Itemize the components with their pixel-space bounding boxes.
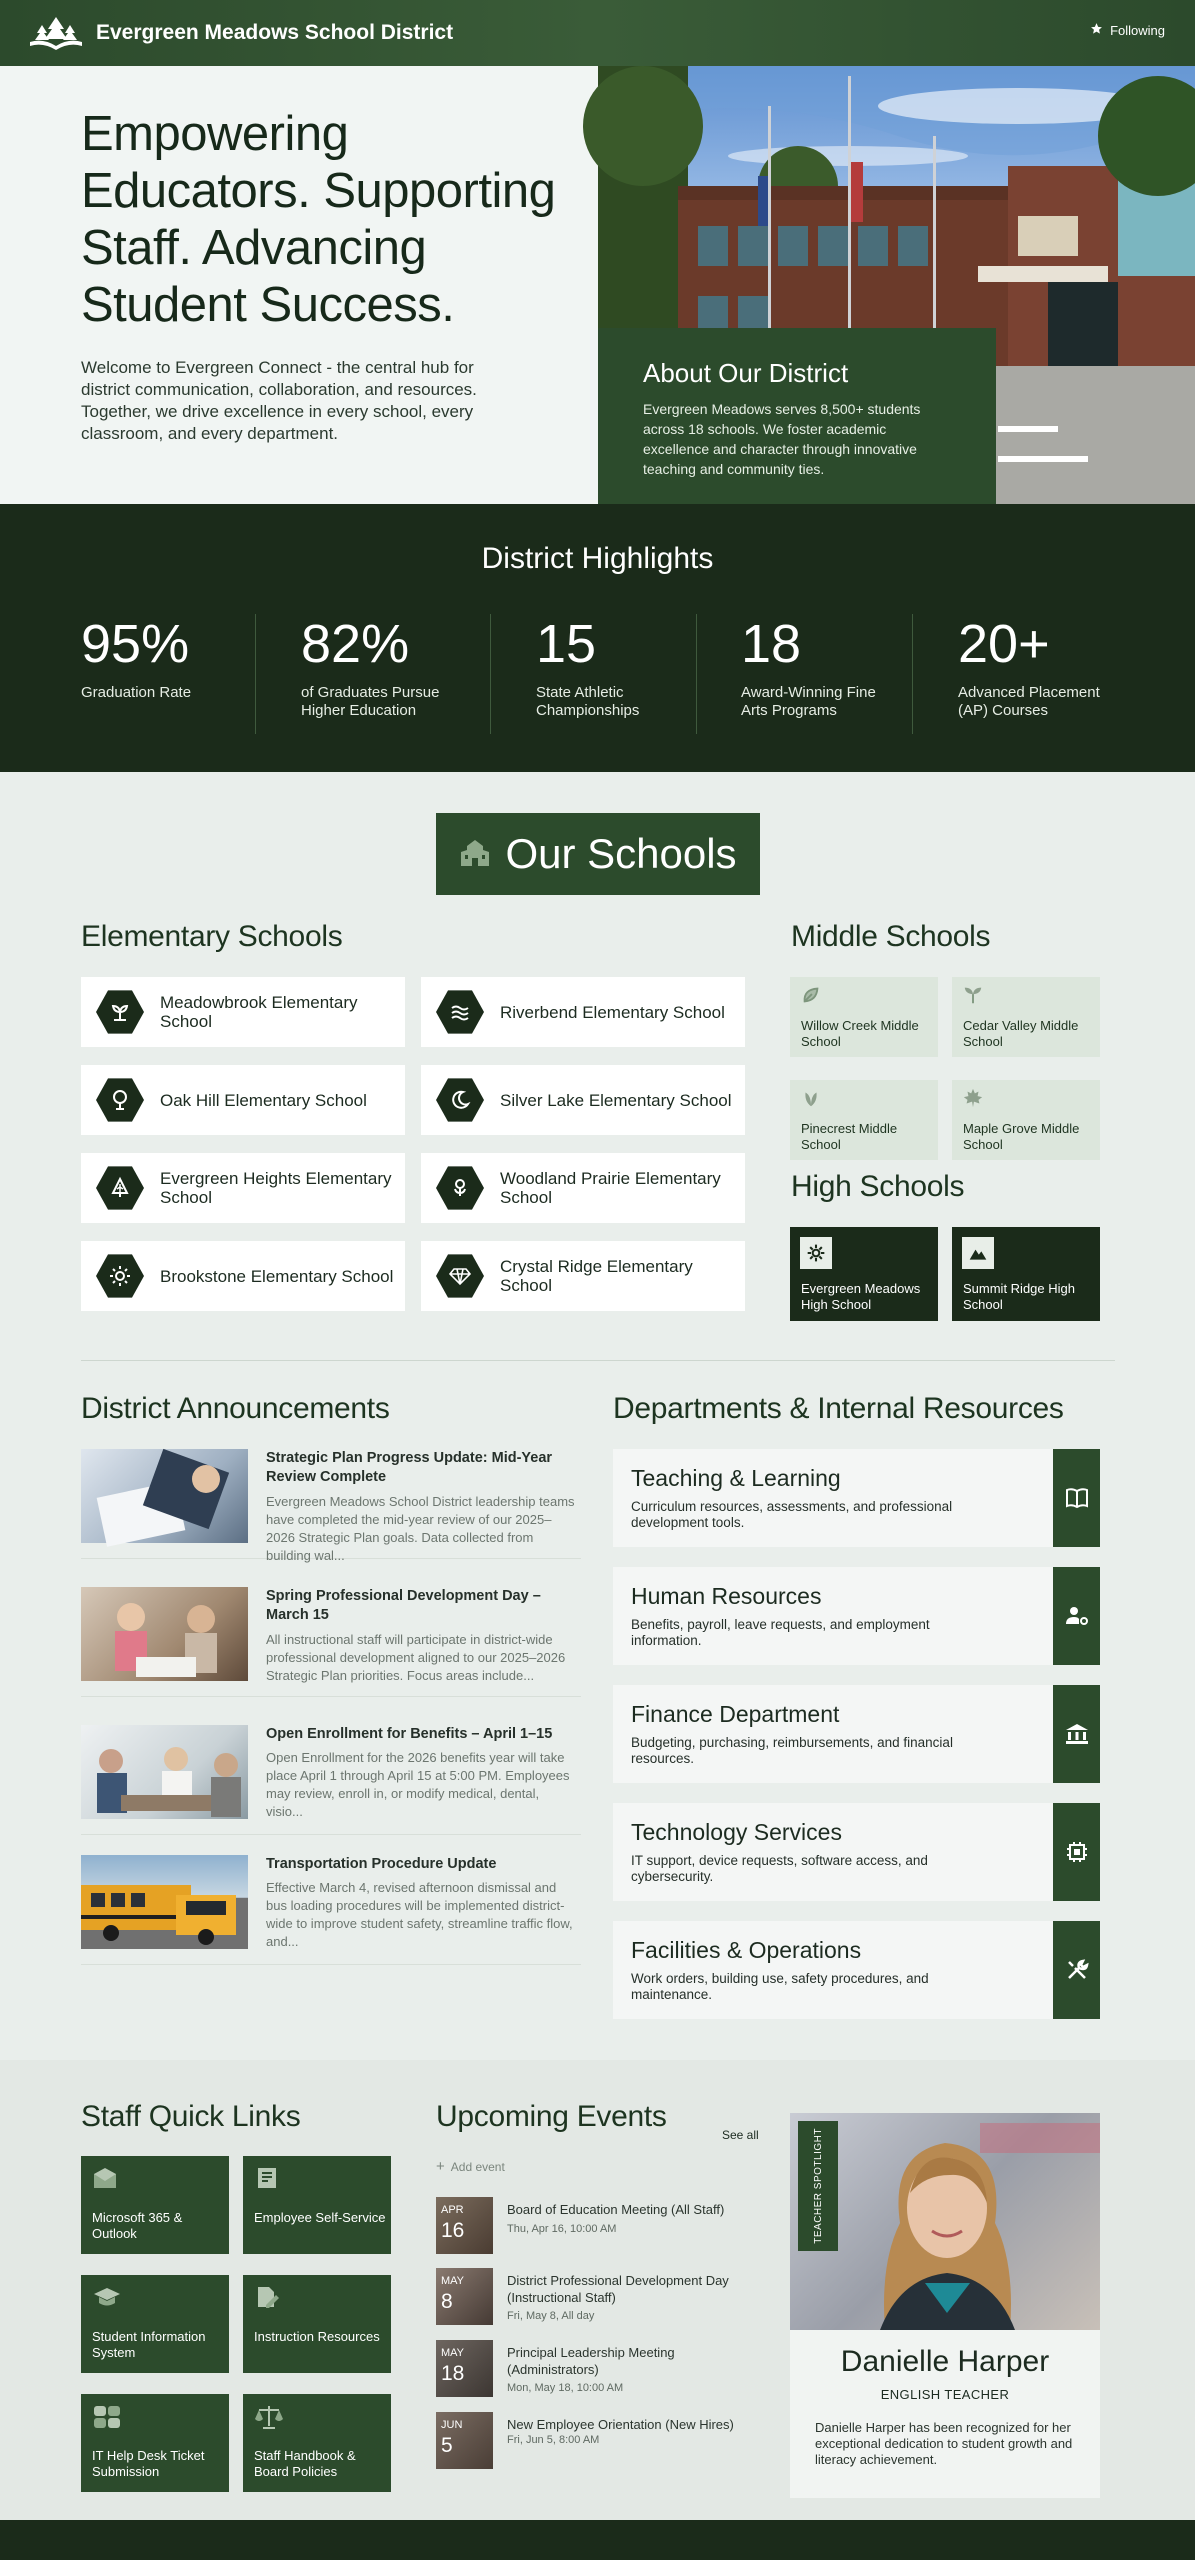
announcement-excerpt: Effective March 4, revised afternoon dismissal and bus loading procedures will be implemented district-wide to improve student safety, streamline traffic flow, and... — [266, 1880, 573, 1949]
bank-icon — [1053, 1685, 1100, 1783]
dept-name: Teaching & Learning — [631, 1465, 841, 1491]
star-icon — [1090, 22, 1103, 38]
stat-higher-ed — [301, 614, 461, 720]
event-title: Board of Education Meeting (All Staff) — [507, 2202, 725, 2217]
dept-card-teaching-learning[interactable] — [613, 1449, 1100, 1547]
school-name: Summit Ridge High School — [963, 1281, 1075, 1312]
quick-link-label: Employee Self-Service — [254, 2210, 386, 2225]
stat-value: 95% — [81, 614, 190, 674]
document-edit-icon — [254, 2285, 280, 2316]
dept-description: Benefits, payroll, leave requests, and employment information. — [631, 1617, 930, 1648]
teacher-role: ENGLISH TEACHER — [880, 2387, 1010, 2402]
school-name: Silver Lake Elementary School — [500, 1090, 732, 1110]
school-name: Cedar Valley Middle School — [963, 1018, 1079, 1049]
about-title: About Our District — [643, 358, 849, 388]
departments-heading: Departments & Internal Resources — [613, 1392, 1064, 1425]
event-title: New Employee Orientation (New Hires) — [507, 2417, 734, 2432]
mail-icon — [92, 2166, 118, 2195]
divider — [255, 614, 256, 734]
school-name: Evergreen Meadows High School — [801, 1281, 921, 1312]
event-date-thumb — [436, 2340, 493, 2397]
professional-development-photo — [81, 1587, 248, 1681]
quick-links-heading: Staff Quick Links — [81, 2100, 301, 2133]
middle-heading: Middle Schools — [791, 920, 991, 953]
dept-description: IT support, device requests, software access, and cybersecurity. — [631, 1853, 928, 1884]
event-month: JUN — [441, 2419, 463, 2431]
quick-link-label: Staff Handbook & Board Policies — [254, 2448, 356, 2479]
event-item[interactable] — [436, 2412, 766, 2472]
quick-link-instruction-resources[interactable] — [243, 2275, 391, 2373]
chip-icon — [1053, 1803, 1100, 1901]
event-datetime: Fri, Jun 5, 8:00 AM — [507, 2434, 600, 2446]
quick-link-label: IT Help Desk Ticket Submission — [92, 2448, 205, 2479]
event-month: APR — [441, 2204, 464, 2216]
elementary-heading: Elementary Schools — [81, 920, 343, 953]
school-name: Brookstone Elementary School — [160, 1266, 394, 1286]
school-card-crystal-ridge[interactable] — [421, 1241, 745, 1311]
school-card-woodland-prairie[interactable] — [421, 1153, 745, 1223]
see-all-link[interactable]: See all — [722, 2128, 759, 2142]
announcement-item[interactable] — [81, 1587, 581, 1697]
event-datetime: Thu, Apr 16, 10:00 AM — [507, 2223, 617, 2235]
about-district-card — [598, 328, 996, 504]
school-name: Oak Hill Elementary School — [160, 1090, 367, 1110]
divider — [696, 614, 697, 734]
event-month: MAY — [441, 2275, 465, 2287]
stat-graduation — [81, 614, 231, 702]
event-item[interactable] — [436, 2197, 766, 2257]
stat-label: Award-Winning Fine Arts Programs — [741, 684, 876, 719]
dept-card-finance[interactable] — [613, 1685, 1100, 1783]
announcements-heading: District Announcements — [81, 1392, 390, 1425]
teacher-name: Danielle Harper — [840, 2345, 1050, 2378]
stat-value: 20+ — [958, 614, 1050, 674]
teacher-spotlight-card[interactable] — [790, 2113, 1100, 2498]
announcement-title[interactable]: Transportation Procedure Update — [266, 1856, 497, 1872]
school-card-silver-lake[interactable] — [421, 1065, 745, 1135]
school-card-meadowbrook[interactable] — [81, 977, 405, 1047]
hero-headline: Empowering Educators. Supporting Staff. Advancing Student Success. — [81, 107, 556, 332]
announcement-excerpt: All instructional staff will participate in district-wide professional development aligned to our 2025–2026 Strategic Plan priorities. Focus areas include... — [266, 1632, 566, 1683]
announcement-item[interactable] — [81, 1855, 581, 1965]
school-bus-photo — [81, 1855, 248, 1949]
flower-icon — [436, 1164, 484, 1212]
announcement-item[interactable] — [81, 1725, 581, 1835]
school-name: Pinecrest Middle School — [801, 1121, 898, 1152]
add-event-label: Add event — [450, 2159, 505, 2174]
event-title: Principal Leadership Meeting (Administrators) — [507, 2345, 675, 2377]
sprout-icon — [96, 988, 144, 1036]
dept-card-technology[interactable] — [613, 1803, 1100, 1901]
stat-fine-arts — [741, 614, 891, 720]
quick-link-microsoft-365[interactable] — [81, 2156, 229, 2254]
stat-label: Advanced Placement (AP) Courses — [958, 684, 1100, 719]
scales-icon — [254, 2404, 284, 2435]
quick-link-label: Instruction Resources — [254, 2329, 380, 2344]
quick-link-employee-self-service[interactable] — [243, 2156, 391, 2254]
plus-icon: + — [436, 2158, 445, 2175]
school-name: Evergreen Heights Elementary School — [160, 1169, 392, 1207]
school-name: Meadowbrook Elementary School — [160, 993, 358, 1031]
book-icon — [1053, 1449, 1100, 1547]
school-card-oak-hill[interactable] — [81, 1065, 405, 1135]
stat-value: 82% — [301, 614, 410, 674]
event-item[interactable] — [436, 2268, 766, 2328]
form-icon — [254, 2166, 280, 2195]
announcement-item[interactable] — [81, 1449, 581, 1563]
site-footer — [0, 2520, 1195, 2560]
benefits-enrollment-photo — [81, 1725, 248, 1819]
tools-icon — [1053, 1921, 1100, 2019]
add-event-button[interactable] — [436, 2158, 505, 2175]
school-card-willow-creek[interactable] — [790, 977, 938, 1057]
spotlight-tag-text: TEACHER SPOTLIGHT — [812, 2128, 824, 2244]
quick-link-label: Microsoft 365 & Outlook — [92, 2210, 183, 2241]
dept-card-human-resources[interactable] — [613, 1567, 1100, 1665]
user-gear-icon — [1053, 1567, 1100, 1665]
sun-icon — [96, 1252, 144, 1300]
school-card-evergreen-heights[interactable] — [81, 1153, 405, 1223]
mountain-icon — [962, 1237, 994, 1269]
event-day: 5 — [441, 2434, 453, 2457]
our-schools-button[interactable] — [436, 813, 760, 895]
event-datetime: Mon, May 18, 10:00 AM — [507, 2382, 624, 2394]
dept-name: Technology Services — [631, 1819, 842, 1845]
highlights-title: District Highlights — [481, 542, 714, 575]
dept-card-facilities[interactable] — [613, 1921, 1100, 2019]
event-day: 18 — [441, 2362, 465, 2385]
quick-link-it-help-desk[interactable] — [81, 2394, 229, 2492]
stat-value: 18 — [741, 614, 802, 674]
event-item[interactable] — [436, 2340, 766, 2400]
school-card-cedar-valley[interactable] — [952, 977, 1100, 1057]
school-building-icon — [459, 830, 491, 878]
spotlight-tag — [798, 2121, 838, 2251]
dept-description: Budgeting, purchasing, reimbursements, and financial resources. — [631, 1735, 953, 1766]
seedling-icon — [962, 984, 984, 1011]
waves-icon — [436, 988, 484, 1036]
teacher-blurb: Danielle Harper has been recognized for her exceptional dedication to student growth and literacy achievement. — [815, 2420, 1073, 2467]
follow-label: Following — [1110, 22, 1165, 38]
dept-name: Human Resources — [631, 1583, 822, 1609]
school-card-brookstone[interactable] — [81, 1241, 405, 1311]
diamond-icon — [436, 1252, 484, 1300]
school-name: Maple Grove Middle School — [963, 1121, 1080, 1152]
divider — [490, 614, 491, 734]
quick-link-label: Student Information System — [92, 2329, 206, 2360]
strategic-plan-photo — [81, 1449, 248, 1543]
about-text: Evergreen Meadows serves 8,500+ students across 18 schools. We foster academic excellence and character through innovative teaching and community ties. — [643, 401, 921, 477]
graduation-cap-icon — [92, 2285, 122, 2314]
stat-ap — [958, 614, 1128, 720]
events-heading: Upcoming Events — [436, 2100, 667, 2133]
school-name: Willow Creek Middle School — [801, 1018, 919, 1049]
school-card-summit-ridge[interactable] — [952, 1227, 1100, 1321]
book-tree-logo-icon[interactable] — [28, 11, 84, 55]
event-date-thumb — [436, 2268, 493, 2325]
hero-panel — [0, 66, 598, 504]
school-name: Crystal Ridge Elementary School — [500, 1257, 693, 1295]
stat-value: 15 — [536, 614, 597, 674]
event-title: District Professional Development Day (Instructional Staff) — [507, 2273, 729, 2305]
site-header — [0, 0, 1195, 66]
plant-icon — [800, 1087, 822, 1114]
hero-intro: Welcome to Evergreen Connect - the central hub for district communication, collaboration, and resources. Together, we drive excellence in every school, every classroom, and every department. — [81, 358, 477, 443]
tree-icon — [96, 1076, 144, 1124]
stat-label: State Athletic Championships — [536, 684, 640, 719]
announcement-title[interactable]: Strategic Plan Progress Update: Mid-Year Review Complete — [266, 1450, 553, 1485]
moon-icon — [436, 1076, 484, 1124]
event-date-thumb — [436, 2412, 493, 2469]
announcement-excerpt: Evergreen Meadows School District leadership teams have completed the mid-year review of our 2025–2026 Strategic Plan goals. Data collected from building wal... — [266, 1494, 575, 1563]
high-heading: High Schools — [791, 1170, 965, 1203]
ticket-icon — [92, 2404, 122, 2435]
event-day: 16 — [441, 2219, 465, 2242]
school-card-pinecrest[interactable] — [790, 1080, 938, 1160]
maple-leaf-icon — [962, 1087, 984, 1114]
announcement-title[interactable]: Open Enrollment for Benefits – April 1–15 — [266, 1726, 553, 1742]
section-divider — [81, 1360, 1115, 1361]
quick-link-student-information-system[interactable] — [81, 2275, 229, 2373]
our-schools-label: Our Schools — [505, 830, 737, 877]
event-month: MAY — [441, 2347, 465, 2359]
event-day: 8 — [441, 2290, 453, 2313]
district-highlights — [0, 504, 1195, 772]
school-name: Riverbend Elementary School — [500, 1002, 725, 1022]
dept-name: Facilities & Operations — [631, 1937, 862, 1963]
gear-icon — [800, 1237, 832, 1269]
school-card-riverbend[interactable] — [421, 977, 745, 1047]
announcement-excerpt: Open Enrollment for the 2026 benefits year will take place April 1 through April 15 at 5:00 PM. Employees may review, enroll in, or modify medical, dental, visio... — [266, 1750, 570, 1819]
follow-button[interactable] — [1090, 22, 1165, 38]
dept-name: Finance Department — [631, 1701, 840, 1727]
quick-link-staff-handbook[interactable] — [243, 2394, 391, 2492]
event-date-thumb — [436, 2197, 493, 2254]
school-card-maple-grove[interactable] — [952, 1080, 1100, 1160]
announcement-title[interactable]: Spring Professional Development Day – March 15 — [266, 1588, 541, 1623]
pine-icon — [96, 1164, 144, 1212]
stat-athletics — [536, 614, 666, 720]
dept-description: Curriculum resources, assessments, and professional development tools. — [631, 1499, 953, 1530]
stat-label: of Graduates Pursue Higher Education — [301, 684, 440, 719]
divider — [912, 614, 913, 734]
school-card-evergreen-meadows-high[interactable] — [790, 1227, 938, 1321]
event-datetime: Fri, May 8, All day — [507, 2310, 595, 2322]
school-name: Woodland Prairie Elementary School — [500, 1169, 721, 1207]
stat-label: Graduation Rate — [81, 684, 192, 701]
dept-description: Work orders, building use, safety procedures, and maintenance. — [631, 1971, 929, 2002]
site-title[interactable]: Evergreen Meadows School District — [96, 21, 454, 44]
leaf-icon — [800, 984, 822, 1011]
